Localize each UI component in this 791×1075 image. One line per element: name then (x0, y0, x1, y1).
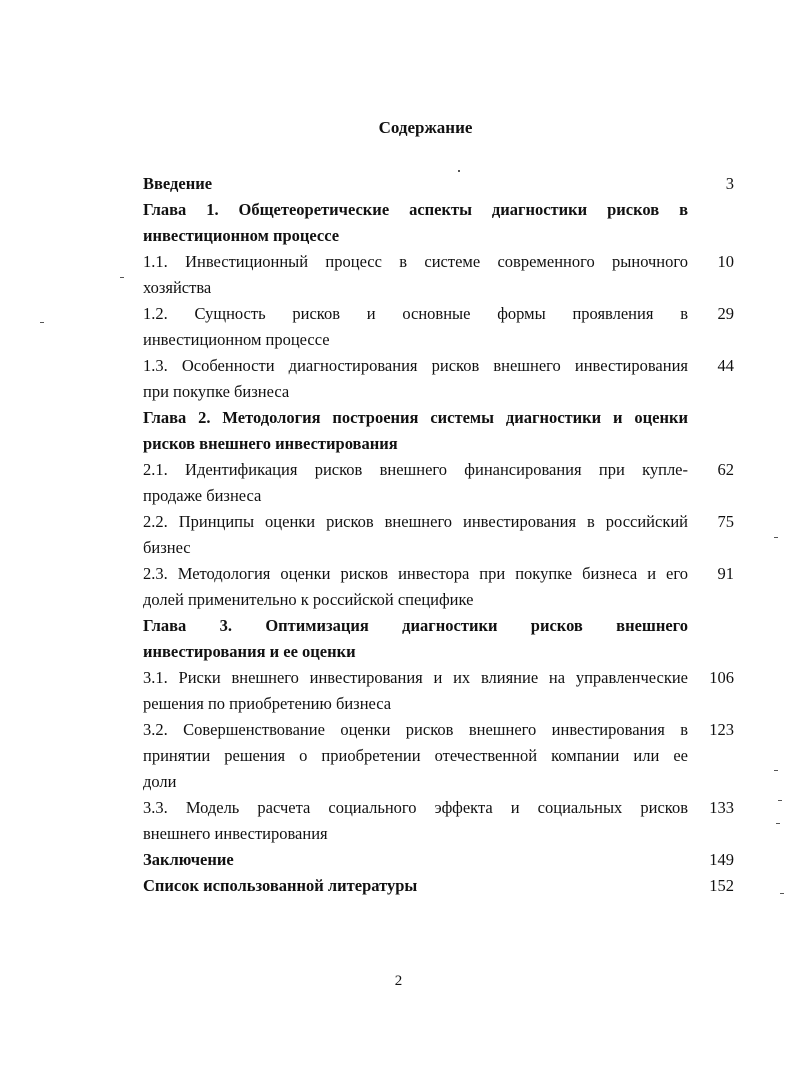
toc-entry-line: хозяйства (143, 278, 212, 297)
toc-section-1-1 (143, 249, 740, 301)
page-title: Содержание (378, 118, 473, 137)
toc-page-number: 106 (709, 668, 734, 687)
toc-entry-conclusion (143, 847, 740, 873)
scan-speck (40, 322, 44, 323)
toc-entry-line: инвестирования и ее оценки (143, 642, 356, 661)
toc-entry-text: Введение (143, 174, 213, 193)
scan-speck (780, 893, 784, 894)
toc-section-2-1 (143, 457, 740, 509)
toc-section-1-2 (143, 301, 740, 353)
toc-entry-line: доли (143, 772, 177, 791)
toc-entry-text: Список использованной литературы (143, 876, 418, 895)
toc-page-number: 44 (717, 356, 734, 375)
toc-section-2-3 (143, 561, 740, 613)
toc-entry-intro (143, 171, 740, 197)
toc-section-3-1 (143, 665, 740, 717)
toc-entry-line: 1.3. Особенности диагностирования рисков внешнего инвестирования (143, 356, 688, 375)
toc-entry-line: рисков внешнего инвестирования (143, 434, 398, 453)
toc-entry-line: при покупке бизнеса (143, 382, 290, 401)
toc-page-number: 152 (709, 876, 734, 895)
toc-section-3-2 (143, 717, 740, 795)
toc-section-3-3 (143, 795, 740, 847)
toc-entry-line: Глава 1. Общетеоретические аспекты диагностики рисков в (143, 200, 688, 219)
toc-entry-text: Заключение (143, 850, 234, 869)
toc-entry-line: инвестиционном процессе (143, 330, 330, 349)
toc-entry-line: инвестиционном процессе (143, 226, 340, 245)
toc-page-number: 133 (709, 798, 734, 817)
toc-entry-line: 2.2. Принципы оценки рисков внешнего инвестирования в российский (143, 512, 688, 531)
toc-entry-line: 3.1. Риски внешнего инвестирования и их влияние на управленческие (143, 668, 688, 687)
toc-entry-line: 3.2. Совершенствование оценки рисков внешнего инвестирования в (143, 720, 688, 739)
toc-entry-line: решения по приобретению бизнеса (143, 694, 392, 713)
toc-section-1-3 (143, 353, 740, 405)
toc-page-number: 123 (709, 720, 734, 739)
toc-entry-line: 1.1. Инвестиционный процесс в системе современного рыночного (143, 252, 688, 271)
toc-entry-line: Глава 2. Методология построения системы диагностики и оценки (143, 408, 688, 427)
toc-page-number: 75 (717, 512, 734, 531)
toc-entry-line: долей применительно к российской специфике (143, 590, 474, 609)
toc-page-number: 91 (717, 564, 734, 583)
toc-page-number: 10 (717, 252, 734, 271)
table-of-contents (143, 171, 740, 899)
toc-entry-line: бизнес (143, 538, 191, 557)
toc-entry-line: 1.2. Сущность рисков и основные формы проявления в (143, 304, 688, 323)
toc-chapter-2 (143, 405, 740, 457)
toc-page-number: 29 (717, 304, 734, 323)
scan-speck (774, 537, 778, 538)
toc-chapter-3 (143, 613, 740, 665)
toc-page-number: 3 (725, 174, 734, 193)
toc-page-number: 62 (717, 460, 734, 479)
toc-entry-line: 2.3. Методология оценки рисков инвестора при покупке бизнеса и его (143, 564, 688, 583)
toc-entry-line: 2.1. Идентификация рисков внешнего финансирования при купле- (143, 460, 688, 479)
toc-entry-line: внешнего инвестирования (143, 824, 328, 843)
toc-entry-line: Глава 3. Оптимизация диагностики рисков внешнего (143, 616, 688, 635)
toc-entry-line: 3.3. Модель расчета социального эффекта и социальных рисков (143, 798, 688, 817)
toc-section-2-2 (143, 509, 740, 561)
toc-entry-line: принятии решения о приобретении отечественной компании или ее (143, 746, 688, 765)
scan-speck (458, 170, 460, 172)
toc-page-number: 149 (709, 850, 734, 869)
toc-entry-line: продаже бизнеса (143, 486, 262, 505)
toc-entry-references (143, 873, 740, 899)
page-number: 2 (394, 973, 403, 989)
scan-speck (120, 277, 124, 278)
scan-speck (774, 770, 778, 771)
scan-speck (778, 800, 782, 801)
toc-chapter-1 (143, 197, 740, 249)
scan-speck (776, 823, 780, 824)
